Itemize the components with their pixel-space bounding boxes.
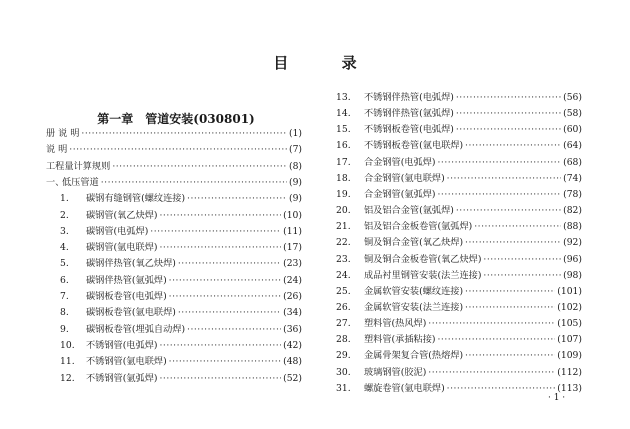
toc-entry-label: 合金钢管(电弧焊) <box>364 156 436 168</box>
toc-entry[interactable] <box>336 138 582 153</box>
toc-entry-page: (107) <box>557 334 582 346</box>
dot-leader <box>169 273 281 288</box>
dot-leader <box>428 365 555 380</box>
toc-entry[interactable] <box>46 240 302 255</box>
dot-leader <box>437 332 555 347</box>
toc-entry-page: (60) <box>563 124 582 136</box>
toc-entry[interactable] <box>46 305 302 320</box>
toc-entry-number: 1. <box>60 193 69 205</box>
toc-entry-number: 13. <box>336 92 351 103</box>
toc-entry[interactable] <box>336 316 582 331</box>
toc-entry-label: 不锈钢板卷管(氩电联焊) <box>364 140 464 152</box>
toc-entry-page: (8) <box>288 160 302 172</box>
toc-entry-label: 不锈钢板卷管(电弧焊) <box>364 124 454 136</box>
toc-entry[interactable] <box>46 191 302 206</box>
dot-leader <box>465 235 561 250</box>
toc-entry-page: (109) <box>557 350 582 362</box>
toc-entry[interactable] <box>336 332 582 347</box>
toc-entry[interactable] <box>46 256 302 271</box>
toc-entry[interactable] <box>336 381 582 396</box>
toc-entry-number: 30. <box>336 366 351 378</box>
toc-entry-page: (58) <box>563 108 582 120</box>
toc-entry-label: 不锈钢伴热管(电弧焊) <box>364 92 454 103</box>
dot-leader <box>456 203 561 218</box>
dot-leader <box>101 175 287 190</box>
toc-entry[interactable] <box>46 354 302 369</box>
toc-entry-label: 塑料管(承插粘接) <box>364 334 436 346</box>
toc-entry-number: 8. <box>60 307 69 319</box>
toc-entry[interactable] <box>46 224 302 239</box>
toc-entry[interactable] <box>46 338 302 353</box>
toc-entry-page: (36) <box>283 323 302 335</box>
dot-leader <box>456 122 561 137</box>
toc-entry-label: 碳钢伴热管(氧乙炔焊) <box>86 258 176 270</box>
toc-entry-page: (96) <box>563 253 582 265</box>
toc-entry-page: (48) <box>283 356 302 368</box>
toc-entry-label: 不锈钢伴热管(氩弧焊) <box>364 108 454 120</box>
toc-entry-page: (112) <box>557 366 582 378</box>
toc-entry[interactable] <box>336 284 582 299</box>
toc-entry-number: 18. <box>336 172 351 184</box>
dot-leader <box>447 381 556 396</box>
dot-leader <box>81 126 287 141</box>
toc-entry-page: (102) <box>557 301 582 313</box>
toc-entry-number: 11. <box>60 356 75 368</box>
toc-entry-label: 铜及铜合金板卷管(氧乙炔焊) <box>364 253 482 265</box>
toc-entry-page: (34) <box>283 307 302 319</box>
toc-entry-number: 5. <box>60 258 69 270</box>
toc-entry-label: 铝及铝合金板卷管(氩弧焊) <box>364 221 473 233</box>
dot-leader <box>483 252 561 267</box>
toc-entry-number: 31. <box>336 382 351 394</box>
toc-entry-label: 碳钢板卷管(电弧焊) <box>86 291 167 302</box>
toc-entry[interactable] <box>336 203 582 218</box>
toc-entry-label: 碳钢管(氩电联焊) <box>86 242 158 254</box>
dot-leader <box>428 316 555 331</box>
toc-entry-number: 27. <box>336 318 351 330</box>
toc-entry[interactable] <box>336 155 582 170</box>
toc-entry-page: (68) <box>563 156 582 168</box>
toc-entry-number: 3. <box>60 225 69 237</box>
toc-entry-label: 碳钢板卷管(氩电联焊) <box>86 307 176 319</box>
dot-leader <box>69 142 287 157</box>
toc-entry-page: (101) <box>557 285 582 297</box>
toc-entry-page: (23) <box>283 258 302 270</box>
toc-entry-page: (92) <box>563 237 582 249</box>
toc-entry-label: 不锈钢管(电弧焊) <box>86 339 158 351</box>
toc-entry[interactable] <box>336 90 582 105</box>
toc-entry[interactable] <box>336 219 582 234</box>
toc-entry-label: 碳钢管(电弧焊) <box>86 225 149 237</box>
dot-leader <box>150 224 281 239</box>
dot-leader <box>456 90 561 105</box>
toc-entry-label: 金属软管安装(法兰连接) <box>364 301 464 313</box>
dot-leader <box>437 155 561 170</box>
toc-entry-label: 工程量计算规则 <box>46 160 111 172</box>
toc-entry-number: 25. <box>336 285 351 297</box>
toc-entry-number: 2. <box>60 209 69 221</box>
dot-leader <box>159 240 281 255</box>
toc-entry-number: 24. <box>336 269 351 281</box>
toc-entry-number: 16. <box>336 140 351 152</box>
page-number: · 1 · <box>548 393 566 403</box>
toc-entry-page: (88) <box>563 221 582 233</box>
toc-entry-page: (10) <box>283 209 302 221</box>
toc-entry-number: 26. <box>336 301 351 313</box>
toc-entry-page: (42) <box>283 339 302 351</box>
dot-leader <box>159 338 281 353</box>
toc-entry[interactable] <box>336 187 582 202</box>
toc-entry[interactable] <box>46 159 302 174</box>
toc-entry-number: 6. <box>60 274 69 286</box>
dot-leader <box>465 300 555 315</box>
toc-entry-page: (9) <box>288 176 302 188</box>
toc-entry-page: (56) <box>563 92 582 103</box>
toc-entry-label: 碳钢伴热管(氩弧焊) <box>86 274 167 286</box>
toc-entry-label: 不锈钢管(氩弧焊) <box>86 372 158 384</box>
toc-entry-label: 成品衬里钢管安装(法兰连接) <box>364 269 482 281</box>
toc-entry-page: (1) <box>288 128 302 139</box>
toc-entry[interactable] <box>46 175 302 190</box>
toc-entry-label: 说 明 <box>46 144 68 156</box>
dot-leader <box>465 138 561 153</box>
toc-entry-page: (26) <box>283 291 302 302</box>
chapter-heading: 第一章 管道安装(030801) <box>97 112 255 126</box>
dot-leader <box>169 289 281 304</box>
toc-entry-number: 23. <box>336 253 351 265</box>
dot-leader <box>437 187 561 202</box>
toc-entry-page: (9) <box>288 193 302 205</box>
dot-leader <box>447 171 561 186</box>
toc-entry-label: 册 说 明 <box>46 128 80 139</box>
toc-entry-label: 合金钢管(氩弧焊) <box>364 188 436 200</box>
dot-leader <box>159 371 281 386</box>
toc-entry[interactable] <box>336 122 582 137</box>
toc-entry[interactable] <box>46 289 302 304</box>
dot-leader <box>465 348 555 363</box>
toc-entry[interactable] <box>46 208 302 223</box>
toc-entry-label: 低压管道 <box>62 176 99 188</box>
toc-entry[interactable] <box>46 371 302 386</box>
dot-leader <box>187 322 281 337</box>
toc-entry[interactable] <box>336 365 582 380</box>
toc-entry-label: 碳钢管(氧乙炔焊) <box>86 209 158 221</box>
toc-entry-label: 碳钢有缝钢管(螺纹连接) <box>86 193 186 205</box>
toc-entry-page: (52) <box>283 372 302 384</box>
toc-entry[interactable] <box>336 268 582 283</box>
toc-entry-number: 一、 <box>46 176 65 188</box>
toc-entry[interactable] <box>336 171 582 186</box>
dot-leader <box>456 106 561 121</box>
toc-entry-page: (7) <box>288 144 302 156</box>
toc-entry-page: (113) <box>557 382 582 394</box>
toc-entry-label: 铜及铜合金管(氧乙炔焊) <box>364 237 464 249</box>
toc-entry-page: (64) <box>563 140 582 152</box>
toc-entry-number: 10. <box>60 339 75 351</box>
toc-entry-number: 28. <box>336 334 351 346</box>
toc-entry-label: 碳钢板卷管(埋弧自动焊) <box>86 323 186 335</box>
toc-entry-number: 14. <box>336 108 351 120</box>
toc-entry-number: 17. <box>336 156 351 168</box>
toc-entry-page: (17) <box>283 242 302 254</box>
dot-leader <box>178 305 281 320</box>
dot-leader <box>169 354 281 369</box>
toc-entry-number: 21. <box>336 221 351 233</box>
dot-leader <box>112 159 287 174</box>
toc-entry-page: (11) <box>283 225 302 237</box>
toc-entry-label: 合金钢管(氩电联焊) <box>364 172 445 184</box>
dot-leader <box>187 191 287 206</box>
dot-leader <box>178 256 281 271</box>
toc-entry-page: (78) <box>563 188 582 200</box>
toc-entry-number: 9. <box>60 323 69 335</box>
toc-entry-page: (74) <box>563 172 582 184</box>
toc-entry-number: 20. <box>336 205 351 217</box>
toc-entry-page: (82) <box>563 205 582 217</box>
dot-leader <box>474 219 561 234</box>
toc-entry[interactable] <box>336 300 582 315</box>
toc-entry[interactable] <box>336 348 582 363</box>
dot-leader <box>483 268 561 283</box>
toc-entry[interactable] <box>46 126 302 141</box>
toc-entry-label: 金属骨架复合管(热熔焊) <box>364 350 464 362</box>
toc-entry-page: (105) <box>557 318 582 330</box>
toc-entry-label: 铝及铝合金管(氩弧焊) <box>364 205 454 217</box>
toc-entry[interactable] <box>336 106 582 121</box>
toc-entry-number: 4. <box>60 242 69 254</box>
toc-entry-number: 29. <box>336 350 351 362</box>
dot-leader <box>159 208 281 223</box>
toc-entry-number: 15. <box>336 124 351 136</box>
toc-entry[interactable] <box>336 252 582 267</box>
toc-entry-label: 塑料管(热风焊) <box>364 318 427 330</box>
toc-entry-label: 金属软管安装(螺纹连接) <box>364 285 464 297</box>
toc-entry-number: 12. <box>60 372 75 384</box>
toc-entry-number: 7. <box>60 291 69 302</box>
toc-entry-page: (98) <box>563 269 582 281</box>
toc-entry[interactable] <box>46 142 302 157</box>
toc-entry-label: 螺旋卷管(氩电联焊) <box>364 382 445 394</box>
dot-leader <box>465 284 555 299</box>
toc-entry[interactable] <box>46 322 302 337</box>
toc-entry-label: 不锈钢管(氩电联焊) <box>86 356 167 368</box>
toc-entry-number: 19. <box>336 188 351 200</box>
toc-entry-label: 玻璃钢管(胶泥) <box>364 366 427 378</box>
toc-entry[interactable] <box>46 273 302 288</box>
toc-entry[interactable] <box>336 235 582 250</box>
page-title: 目 录 <box>273 54 381 72</box>
toc-entry-page: (24) <box>283 274 302 286</box>
toc-entry-number: 22. <box>336 237 351 249</box>
